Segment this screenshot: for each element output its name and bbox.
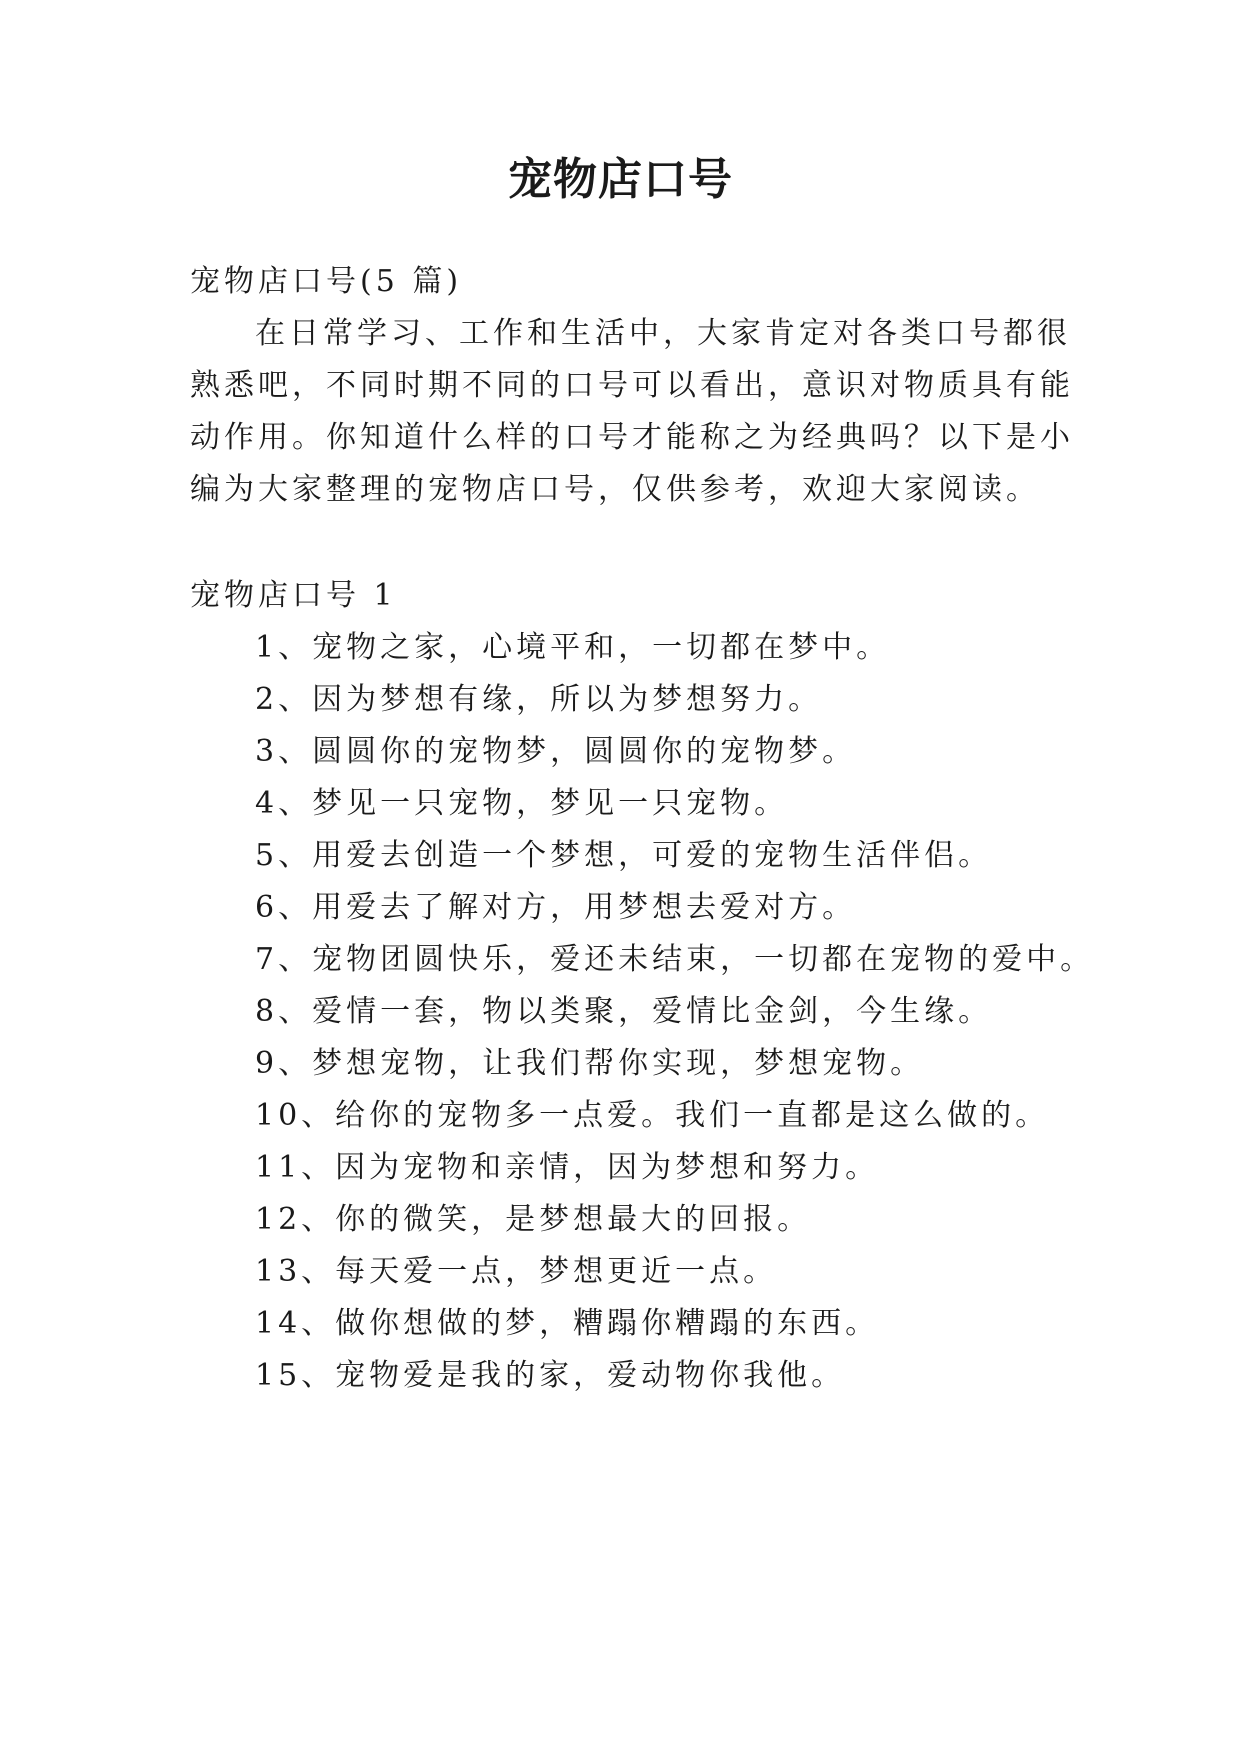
document-subtitle: 宠物店口号(5 篇)	[190, 264, 463, 299]
slogan-item: 6、用爱去了解对方，用梦想去爱对方。	[255, 890, 857, 925]
slogan-item: 9、梦想宠物，让我们帮你实现，梦想宠物。	[255, 1046, 925, 1081]
intro-line: 熟悉吧，不同时期不同的口号可以看出，意识对物质具有能	[190, 368, 1074, 403]
section-heading: 宠物店口号 1	[190, 578, 397, 613]
slogan-item: 12、你的微笑，是梦想最大的回报。	[255, 1202, 812, 1237]
slogan-item: 10、给你的宠物多一点爱。我们一直都是这么做的。	[255, 1098, 1050, 1133]
slogan-item: 3、圆圆你的宠物梦，圆圆你的宠物梦。	[255, 734, 857, 769]
slogan-item: 5、用爱去创造一个梦想，可爱的宠物生活伴侣。	[255, 838, 993, 873]
slogan-item: 7、宠物团圆快乐，爱还未结束，一切都在宠物的爱中。	[255, 942, 1095, 977]
slogan-item: 11、因为宠物和亲情，因为梦想和努力。	[255, 1150, 880, 1185]
intro-line: 在日常学习、工作和生活中，大家肯定对各类口号都很	[255, 316, 1071, 351]
slogan-item: 2、因为梦想有缘，所以为梦想努力。	[255, 682, 823, 717]
slogan-item: 8、爱情一套，物以类聚，爱情比金剑，今生缘。	[255, 994, 993, 1029]
slogan-item: 13、每天爱一点，梦想更近一点。	[255, 1254, 778, 1289]
document-title: 宠物店口号	[508, 154, 733, 205]
slogan-item: 15、宠物爱是我的家，爱动物你我他。	[255, 1358, 846, 1393]
slogan-item: 14、做你想做的梦，糟蹋你糟蹋的东西。	[255, 1306, 880, 1341]
intro-line: 编为大家整理的宠物店口号，仅供参考，欢迎大家阅读。	[190, 472, 1040, 507]
slogan-item: 4、梦见一只宠物，梦见一只宠物。	[255, 786, 789, 821]
slogan-item: 1、宠物之家，心境平和，一切都在梦中。	[255, 630, 891, 665]
intro-line: 动作用。你知道什么样的口号才能称之为经典吗？以下是小	[190, 420, 1074, 455]
